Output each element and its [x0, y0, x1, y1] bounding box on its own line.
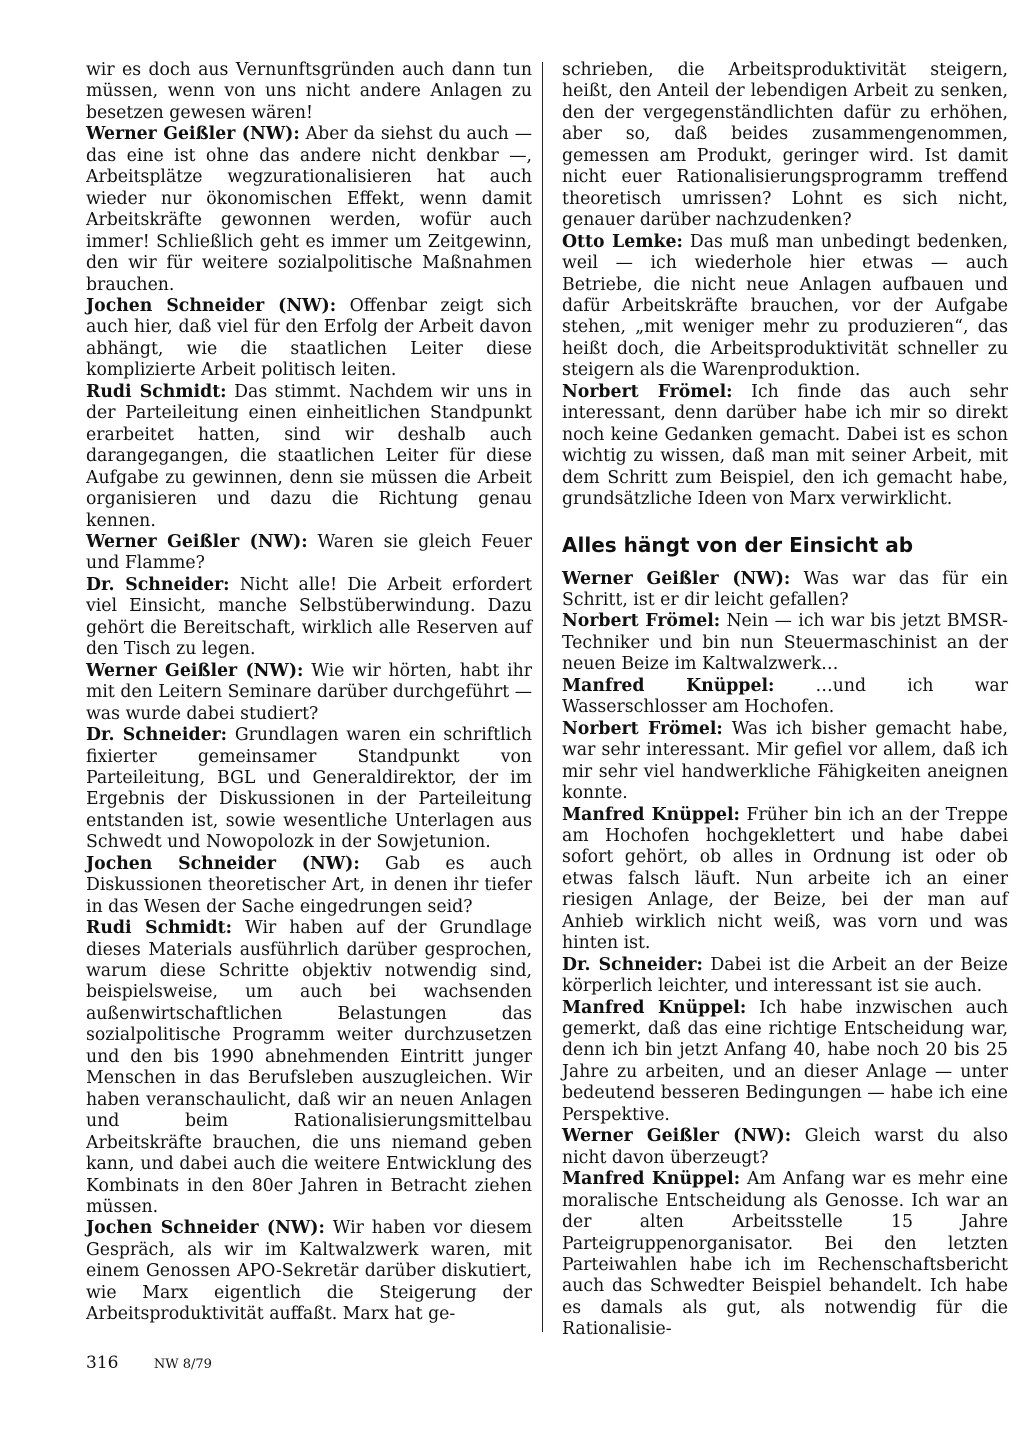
paragraph-text: Gab es auch Diskussionen theoretischer Art, in denen ihr tiefer in das Wesen der Sache eingedrungen seid? [86, 853, 532, 917]
paragraph-text: schrieben, die Arbeitsproduktivität steigern, heißt, den Anteil der lebendigen Arbeit zu senken, den der vergegenständlichten dafür zu erhöhen, aber so, daß beides zusammengenommen, gemessen am Produkt, geringer wird. Ist damit nicht euer Rationalisierungsprogramm treffend theoretisch umrissen? Lohnt es sich nicht, genauer darüber nachzudenken? [562, 60, 1008, 231]
speaker-name: Jochen Schneider (NW): [86, 853, 360, 874]
speaker-name: Jochen Schneider (NW): [86, 295, 337, 316]
paragraph [86, 532, 532, 575]
speaker-name: Rudi Schmidt: [86, 381, 227, 402]
paragraph-text: Nicht alle! Die Arbeit erfordert viel Einsicht, manche Selbstüberwindung. Dazu gehört die Bereitschaft, wirklich alle Reserven auf den Tisch zu legen. [86, 574, 533, 660]
paragraph-text: Offenbar zeigt sich auch hier, daß viel für den Erfolg der Arbeit davon abhängt, wie die staatlichen Leiter diese komplizierte Arbeit politisch leiten. [86, 295, 533, 381]
speaker-name: Werner Geißler (NW): [562, 1126, 792, 1147]
speaker-name: Werner Geißler (NW): [86, 531, 308, 552]
paragraph-text: Grundlagen waren ein schriftlich fixierter gemeinsamer Standpunkt von Parteileitung, BGL und Generaldirektor, der im Ergebnis der Diskussionen in der Parteileitung entstanden ist, sowie wesentliche Unterlagen aus Schwedt und Nowopolozk in der Sowjetunion. [86, 725, 532, 853]
paragraph [562, 676, 1008, 719]
speaker-name: Werner Geißler (NW): [562, 568, 791, 589]
paragraph [86, 661, 532, 725]
speaker-name: Manfred Knüppel: [562, 675, 775, 696]
section-heading: Alles hängt von der Einsicht ab [562, 532, 914, 557]
paragraph-text: Am Anfang war es mehr eine moralische Entscheidung als Genosse. Ich war an der alten Arbeitsstelle 15 Jahre Parteigruppenorganisator. Bei den letzten Parteiwahlen habe ich im Rechenschaftsbericht auch das Schwedter Beispiel behandelt. Ich habe es damals als gut, als notwendig für die Rationalisie- [562, 1169, 1008, 1340]
speaker-name: Jochen Schneider (NW): [86, 1218, 325, 1239]
paragraph-text: Was war das für ein Schritt, ist er dir leicht gefallen? [562, 568, 1009, 610]
paragraph-text: Gleich warst du also nicht davon überzeugt? [562, 1126, 1009, 1168]
speaker-name: Dr. Schneider: [562, 954, 703, 975]
paragraph-text: Wir haben auf der Grundlage dieses Materials ausführlich darüber gesprochen, warum diese Schritte objektiv notwendig sind, beispielsweise, um auch bei wachsenden außenwirtschaftlichen Belastungen das sozialpolitische Programm weiter durchzusetzen und den bis 1990 abnehmenden Eintritt junger Menschen in das Berufsleben auszugleichen. Wir haben veranschaulicht, daß wir an neuen Anlagen und beim Rationalisierungsmittelbau Arbeitskräfte brauchen, die uns niemand geben kann, und dabei auch die weitere Entwicklung des Kombinats in den 80er Jahren in Betracht ziehen müssen. [86, 918, 532, 1218]
speaker-name: Manfred Knüppel: [562, 804, 740, 825]
speaker-name: Otto Lemke: [562, 231, 683, 252]
paragraph-text: Ich habe inzwischen auch gemerkt, daß das eine richtige Entscheidung war, denn ich bin jetzt Anfang 40, habe noch 20 bis 25 Jahre zu arbeiten, und an dieser Anlage — unter bedeutend besseren Bedingungen — habe ich eine Perspektive. [562, 997, 1008, 1125]
paragraph [86, 124, 532, 296]
paragraph [86, 296, 532, 382]
paragraph [562, 805, 1008, 955]
column-divider [542, 62, 543, 1332]
paragraph [562, 1169, 1008, 1341]
paragraph [86, 575, 532, 661]
paragraph-text: Aber da siehst du auch — das eine ist ohne das andere nicht denkbar —, Arbeitsplätze wegzurationalisieren hat auch wieder nur ökonomischen Effekt, wenn damit Arbeitskräfte gewonnen werden, wofür auch immer! Schließlich geht es immer um Zeitgewinn, den wir für weitere sozialpolitische Maßnahmen brauchen. [86, 124, 532, 295]
left-column [86, 60, 532, 1326]
paragraph [562, 569, 1008, 612]
paragraph [86, 725, 532, 854]
paragraph [86, 1218, 532, 1325]
speaker-name: Norbert Frömel: [562, 611, 721, 632]
paragraph-text: Ich finde das auch sehr interessant, denn darüber habe ich mir so direkt noch keine Gedanken gemacht. Dabei ist es schon wichtig zu wissen, daß man mit seiner Arbeit, mit dem Schritt zum Beispiel, den ich gemacht habe, grundsätzliche Ideen von Marx verwirklicht. [562, 381, 1009, 510]
paragraph [86, 918, 532, 1218]
paragraph-text: Waren sie gleich Feuer und Flamme? [86, 531, 533, 574]
paragraph-text: Was ich bisher gemacht habe, war sehr interessant. Mir gefiel vor allem, daß ich mir sehr viel handwerkliche Fähigkeiten aneignen konnte. [562, 718, 1008, 804]
paragraph-text: Nein — ich war bis jetzt BMSR-Techniker und bin nun Steuermaschinist an der neuen Beize im Kaltwalzwerk… [562, 611, 1008, 675]
paragraph [562, 998, 1008, 1127]
issue-label: NW 8/79 [153, 1357, 212, 1372]
paragraph-text: Wir haben vor diesem Gespräch, als wir im Kaltwalzwerk waren, mit einem Genossen APO-Sekretär darüber diskutiert, wie Marx eigentlich die Steigerung der Arbeitsproduktivität auffaßt. Marx hat ge- [86, 1218, 532, 1325]
page-number: 316 [86, 1353, 119, 1373]
paragraph [562, 232, 1008, 382]
speaker-name: Manfred Knüppel: [562, 1169, 741, 1190]
page-footer [86, 1352, 212, 1376]
paragraph [86, 854, 532, 918]
speaker-name: Dr. Schneider: [86, 574, 230, 595]
speaker-name: Werner Geißler (NW): [86, 660, 304, 681]
paragraph [86, 382, 532, 532]
speaker-name: Dr. Schneider: [86, 725, 228, 746]
paragraph-text: wir es doch aus Vernunftsgründen auch dann tun müssen, wenn von uns nicht andere Anlagen zu besetzen gewesen wären! [86, 60, 532, 123]
speaker-name: Rudi Schmidt: [86, 918, 232, 939]
paragraph-text: Das muß man unbedingt bedenken, weil — ich wiederhole hier etwas — auch Betriebe, die nicht neue Anlagen aufbauen und dafür Arbeitskräfte brauchen, vor der Aufgabe stehen, „mit weniger mehr zu produzieren“, das heißt doch, die Arbeitsproduktivität schneller zu steigern als die Warenproduktion. [562, 231, 1009, 381]
paragraph [562, 611, 1008, 675]
paragraph-text: Das stimmt. Nachdem wir uns in der Parteileitung einen einheitlichen Standpunkt erarbeitet hatten, sind wir deshalb auch darangegangen, die staatlichen Leiter für diese Aufgabe zu gewinnen, denn sie müssen die Arbeit organisieren und dazu die Richtung genau kennen. [86, 381, 533, 531]
paragraph-text: Früher bin ich an der Treppe am Hochofen hochgeklettert und habe dabei sofort gehört, ob alles in Ordnung ist oder ob etwas falsch läuft. Nun arbeite ich an einer riesigen Anlage, der Beize, bei der man auf Anhieb wirklich nicht weiß, was vorn und was hinten ist. [562, 804, 1009, 954]
paragraph [562, 719, 1008, 805]
speaker-name: Norbert Frömel: [562, 381, 733, 402]
paragraph [562, 1126, 1008, 1169]
paragraph-text: Wie wir hörten, habt ihr mit den Leitern Seminare darüber durchgeführt — was wurde dabei studiert? [86, 660, 533, 724]
paragraph [562, 60, 1008, 232]
paragraph-text: Dabei ist die Arbeit an der Beize körperlich leichter, und interessant ist sie auch. [562, 954, 1008, 997]
speaker-name: Manfred Knüppel: [562, 997, 747, 1018]
right-column [562, 60, 1008, 1341]
paragraph-text: …und ich war Wasserschlosser am Hochofen. [562, 675, 1008, 718]
speaker-name: Norbert Frömel: [562, 718, 723, 739]
paragraph [86, 60, 532, 124]
paragraph [562, 382, 1008, 511]
speaker-name: Werner Geißler (NW): [86, 124, 300, 145]
paragraph [562, 955, 1008, 998]
